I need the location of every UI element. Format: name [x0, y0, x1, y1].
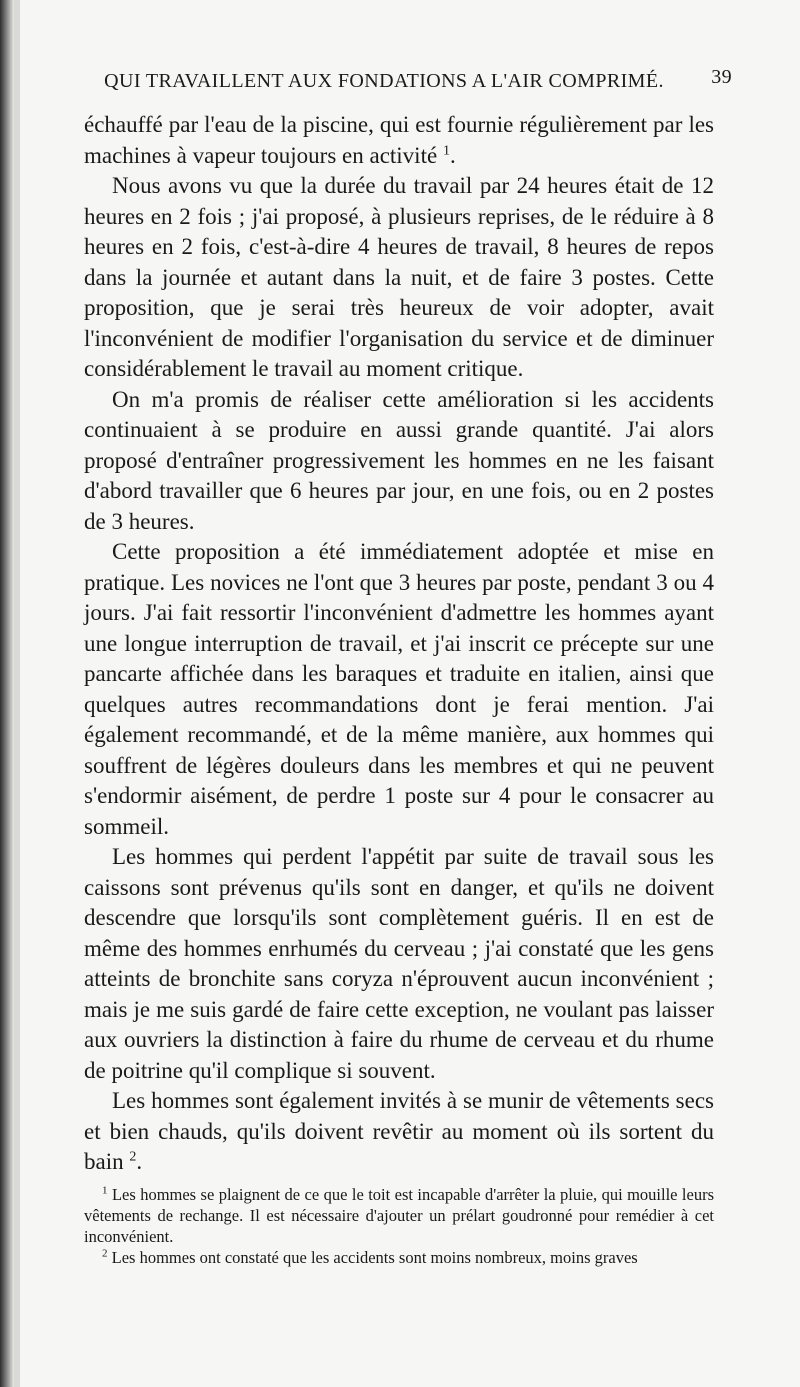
paragraph: Les hommes sont également invités à se munir de vêtements secs et bien chauds, qu'ils doivent revêtir au moment où ils sortent du bain $^2$.	[84, 1088, 714, 1174]
body-text	[84, 110, 714, 1178]
running-header	[84, 66, 784, 110]
paragraph: Les hommes qui perdent l'appétit par suite de travail sous les caissons sont prévenus qu'ils sont en danger, et qu'ils ne doivent descendre que lorsqu'ils sont complètement guéris. Il en est de même des hommes enrhumés du cerveau ; j'ai constaté que les gens atteints de bronchite sans coryza n'éprouvent aucun inconvénient ; mais je me suis gardé de faire cette exception, ne voulant pas laisser aux ouvriers la distinction à faire du rhume de cerveau et du rhume de poitrine qu'il complique si souvent.	[84, 844, 714, 1083]
footnote-ref: 1	[442, 142, 450, 158]
footnote: $^2$ Les hommes ont constaté que les accidents sont moins nombreux, moins graves	[102, 1247, 638, 1267]
book-page	[84, 0, 784, 1268]
paragraph: On m'a promis de réaliser cette amélioration si les accidents continuaient à se produire en aussi grande quantité. J'ai alors proposé d'entraîner progressivement les hommes en ne les faisant d'abord travailler que 6 heures par jour, en une fois, ou en 2 postes de 3 heures.	[84, 386, 714, 534]
running-title: QUI TRAVAILLENT AUX FONDATIONS A L'AIR COMPRIMÉ.	[104, 70, 664, 92]
page-number: 39	[711, 66, 732, 88]
footnote: $^1$ Les hommes se plaignent de ce que le toit est incapable d'arrêter la pluie, qui mouille leurs vêtements de rechange. Il est nécessaire d'ajouter un prélart goudronné pour remédier à cet inconvénient.	[84, 1184, 715, 1246]
book-gutter-strip	[14, 0, 20, 1387]
footnotes	[84, 1184, 714, 1268]
paragraph: Cette proposition a été immédiatement adoptée et mise en pratique. Les novices ne l'ont que 3 heures par poste, pendant 3 ou 4 jours. J'ai fait ressortir l'inconvénient d'admettre les hommes ayant une longue interruption de travail, et j'ai inscrit ce précepte sur une pancarte affichée dans les baraques et traduite en italien, ainsi que quelques autres recommandations dont je ferai mention. J'ai également recommandé, et de la même manière, aux hommes qui souffrent de légères douleurs dans les membres et qui ne peuvent s'endormir aisément, de perdre 1 poste sur 4 pour le consacrer au sommeil.	[84, 539, 714, 839]
paragraph: Nous avons vu que la durée du travail par 24 heures était de 12 heures en 2 fois ; j'ai proposé, à plusieurs reprises, de le réduire à 8 heures en 2 fois, c'est-à-dire 4 heures de travail, 8 heures de repos dans la journée et autant dans la nuit, et de faire 3 postes. Cette proposition, que je serai très heureux de voir adopter, avait l'inconvénient de modifier l'organisation du service et de diminuer considérablement le travail au moment critique.	[84, 173, 714, 381]
paragraph: échauffé par l'eau de la piscine, qui est fournie régulièrement par les machines à vapeur toujours en activité $^1$.	[84, 112, 714, 168]
footnote-ref: 2	[129, 1149, 137, 1165]
book-gutter-shadow	[0, 0, 14, 1387]
